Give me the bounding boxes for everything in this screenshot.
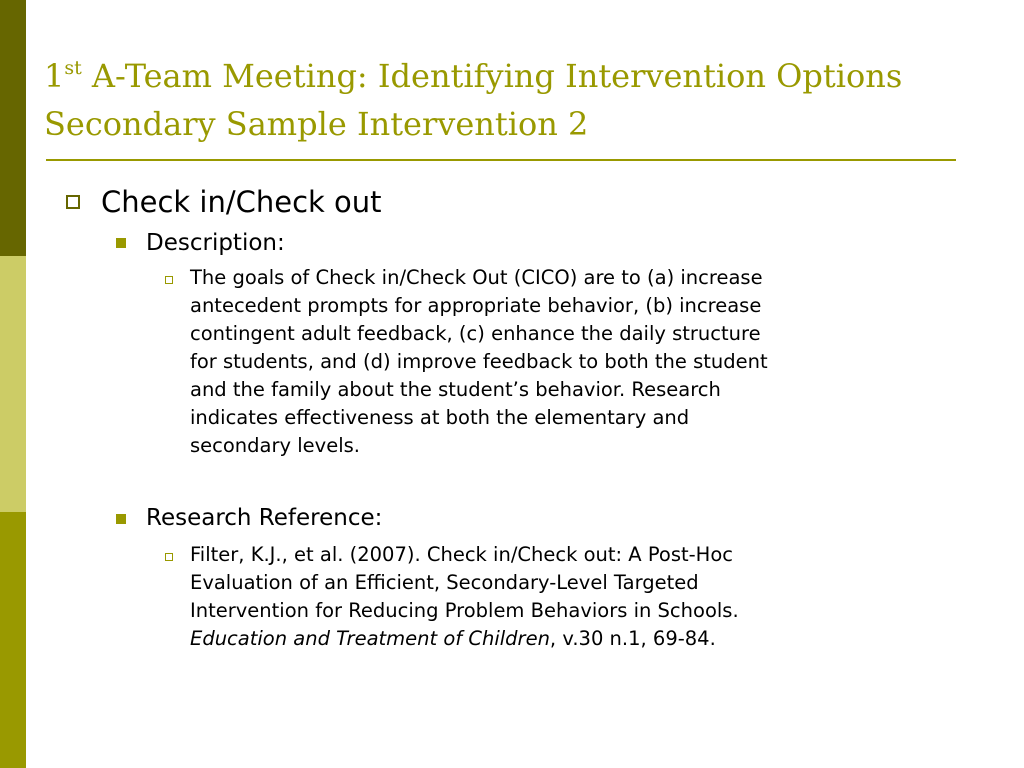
description-line: The goals of Check in/Check Out (CICO) are to (a) increase xyxy=(190,266,763,289)
citation-tail: , v.30 n.1, 69-84. xyxy=(549,627,716,650)
journal-title: Education and Treatment of Children xyxy=(190,627,550,650)
reference-line xyxy=(190,625,980,653)
reference-heading: Research Reference: xyxy=(146,505,383,531)
description-line: and the family about the student’s behavior. Research xyxy=(190,378,721,401)
reference-line: Filter, K.J., et al. (2007). Check in/Check out: A Post-Hoc xyxy=(190,543,733,566)
small-hollow-bullet-icon xyxy=(165,276,173,284)
small-hollow-bullet-icon xyxy=(165,553,173,561)
description-line: contingent adult feedback, (c) enhance the daily structure xyxy=(190,322,761,345)
description-line: indicates effectiveness at both the elementary and xyxy=(190,406,690,429)
description-line: for students, and (d) improve feedback to both the student xyxy=(190,350,768,373)
hollow-square-bullet-icon xyxy=(66,195,80,209)
reference-line: Intervention for Reducing Problem Behaviors in Schools. xyxy=(190,599,739,622)
main-bullet-text: Check in/Check out xyxy=(101,185,382,219)
square-bullet-icon xyxy=(116,514,126,524)
title-superscript: st xyxy=(64,57,82,79)
reference-paragraph xyxy=(190,541,980,653)
description-line: antecedent prompts for appropriate behavior, (b) increase xyxy=(190,294,762,317)
description-paragraph xyxy=(190,264,980,460)
reference-line: Evaluation of an Efficient, Secondary-Level Targeted xyxy=(190,571,699,594)
title-line-2: Secondary Sample Intervention 2 xyxy=(44,105,589,143)
square-bullet-icon xyxy=(116,238,126,248)
description-heading: Description: xyxy=(146,230,285,256)
description-line: secondary levels. xyxy=(190,434,360,457)
title-prefix: 1 xyxy=(44,57,65,95)
title-line-1: A-Team Meeting: Identifying Intervention Options xyxy=(81,57,903,95)
